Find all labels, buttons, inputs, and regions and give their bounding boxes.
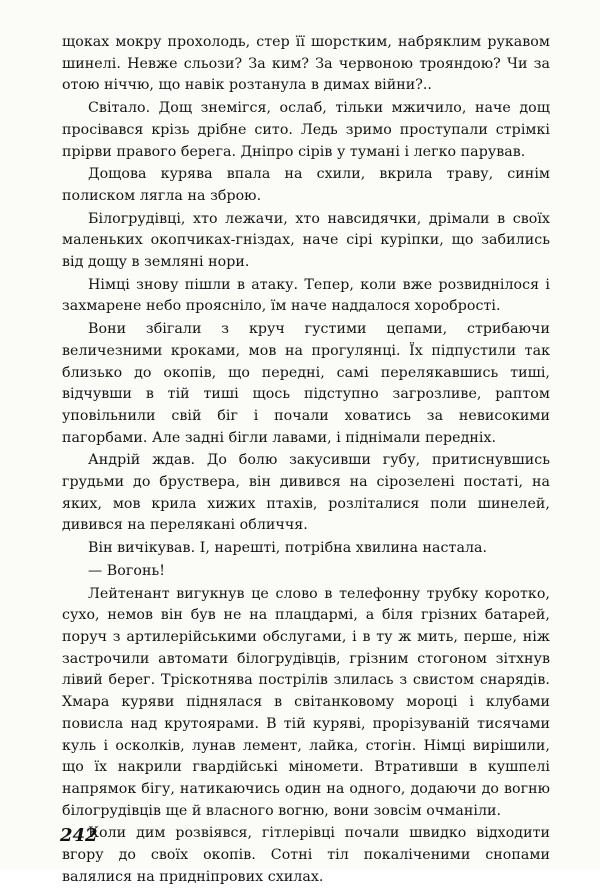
- paragraph: Дощова курява впала на схили, вкрила траву, синім полиском лягла на зброю.: [62, 166, 550, 204]
- paragraph: Світало. Дощ знемігся, ослаб, тільки мжичило, наче дощ просівався крізь дрібне сито. Ледь зримо проступали стрімкі прірви правого берега. Дніпро сірів у тумані і легко парував.: [62, 100, 550, 160]
- paragraph: Коли дим розвіявся, гітлерівці почали швидко відходити вгору до своїх окопів. Сотні тіл покаліченими снопами валялися на придніпрових схилах.: [62, 825, 550, 885]
- body-text: [62, 32, 550, 888]
- dialogue-line: — Вогонь!: [88, 562, 165, 579]
- paragraph: Лейтенант вигукнув це слово в телефонну трубку коротко, сухо, немов він був не на плацдармі, а біля грізних батарей, поруч з артилерійськими обслугами, і в ту ж мить, перше, ніж застрочили автомати білогрудівців, грізним стогоном зітхнув лівий берег. Тріскотнява пострілів злилась з свистом снарядів. Хмара куряви піднялася в світанковому мороці і клубами повисла над крутоярами. В тій куряві, прорізуваній тисячами куль і осколків, лунав лемент, лайка, стогін. Німці вирішили, що їх накрили гвардійські міномети. Втративши в кушпелі напрямок бігу, натикаючись один на одного, додаючи до вогню білогрудівців ще й власного вогню, вони зовсім очманіли.: [62, 585, 550, 819]
- page-number: 242: [60, 825, 98, 846]
- paragraph: щоках мокру прохолодь, стер її шорстким, набряклим рукавом шинелі. Невже сльози? За ким? За червоною трояндою? Чи за отою ніччю, що навік розтанула в димах війни?..: [62, 34, 550, 94]
- paragraph: Він вичікував. І, нарешті, потрібна хвилина настала.: [88, 540, 488, 557]
- paragraph: Німці знову пішли в атаку. Тепер, коли вже розвиднілося і захмарене небо проясніло, їм наче наддалося хоробрості.: [62, 276, 550, 315]
- paragraph: Андрій ждав. До болю закусивши губу, притиснувшись грудьми до бруствера, він дивився на сірозелені постаті, на яких, мов крила хижих птахів, розліталися поли шинелей, дивився на перелякані обличчя.: [62, 452, 550, 534]
- paragraph: Білогрудівці, хто лежачи, хто навсидячки, дрімали в своїх маленьких окопчиках-гніздах, наче сірі куріпки, що забились від дощу в земляні нори.: [62, 210, 550, 271]
- paragraph: Вони збігали з круч густими цепами, стрибаючи величезними кроками, мов на прогулянці. Їх підпустили так близько до окопів, що передні, самі перелякавшись тиші, відчувши в тій тиші щось підступно загрозливе, раптом уповільнили свій біг і почали ховатись за невисокими пагорбами. Але задні бігли лавами, і піднімали передніх.: [62, 321, 550, 446]
